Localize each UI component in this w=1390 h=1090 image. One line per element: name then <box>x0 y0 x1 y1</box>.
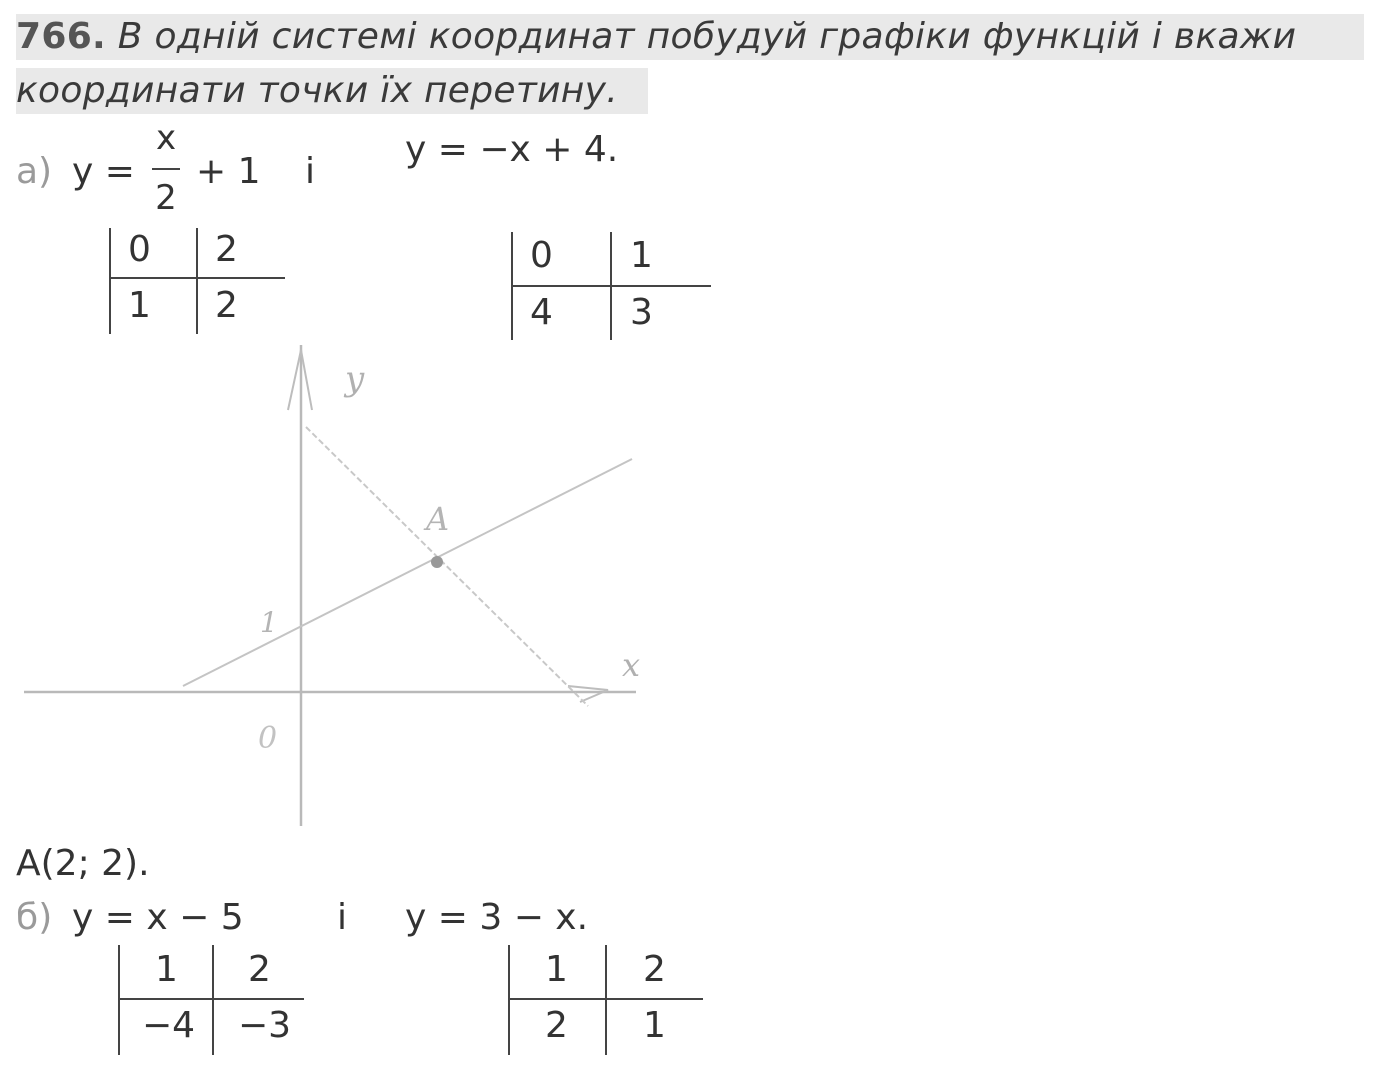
table-cell: 2 <box>643 949 666 990</box>
part-b-label: б) <box>16 897 53 938</box>
part-a-eq1-left: y = <box>72 151 135 192</box>
part-a-conjunction: і <box>305 151 316 192</box>
task-number: 766. <box>16 16 107 57</box>
part-a-eq1-numerator: x <box>155 118 177 158</box>
point-label-a: A <box>426 500 450 538</box>
part-a-answer: A(2; 2). <box>16 843 150 884</box>
y-axis-label: y <box>345 359 365 399</box>
table-cell: −3 <box>238 1005 292 1046</box>
table-cell: 2 <box>248 949 271 990</box>
part-b-eq2: y = 3 − x. <box>405 897 589 938</box>
part-b-eq1: y = x − 5 <box>72 897 244 938</box>
table-cell: 2 <box>215 229 238 270</box>
table-cell: 4 <box>530 292 553 333</box>
table-cell: 1 <box>545 949 568 990</box>
table-cell: 2 <box>215 285 238 326</box>
origin-label: 0 <box>258 721 278 756</box>
task-text-line1: В одній системі координат побудуй графіки функцій і вкажи <box>117 16 1297 57</box>
x-axis-label: x <box>622 646 641 684</box>
part-a-label: а) <box>16 151 53 192</box>
part-a-eq2: y = −x + 4. <box>405 129 619 170</box>
task-text-line2: координати точки їх перетину. <box>16 70 618 111</box>
part-b-conjunction: і <box>337 897 348 938</box>
table-cell: 1 <box>630 235 653 276</box>
table-cell: −4 <box>142 1005 196 1046</box>
part-a-eq1-right: + 1 <box>196 151 261 192</box>
table-cell: 1 <box>643 1005 666 1046</box>
graph-line-y-minus-x-plus-4 <box>306 427 588 706</box>
graph-line-y-half-x-plus-1 <box>183 459 632 686</box>
intersection-point <box>431 556 443 568</box>
table-cell: 1 <box>155 949 178 990</box>
table-cell: 1 <box>128 285 151 326</box>
x-axis-arrow <box>568 686 608 702</box>
table-cell: 3 <box>630 292 653 333</box>
table-cell: 2 <box>545 1005 568 1046</box>
part-a-eq1-denominator: 2 <box>155 178 177 218</box>
tick-label-one: 1 <box>260 606 278 639</box>
table-cell: 0 <box>530 235 553 276</box>
table-cell: 0 <box>128 229 151 270</box>
